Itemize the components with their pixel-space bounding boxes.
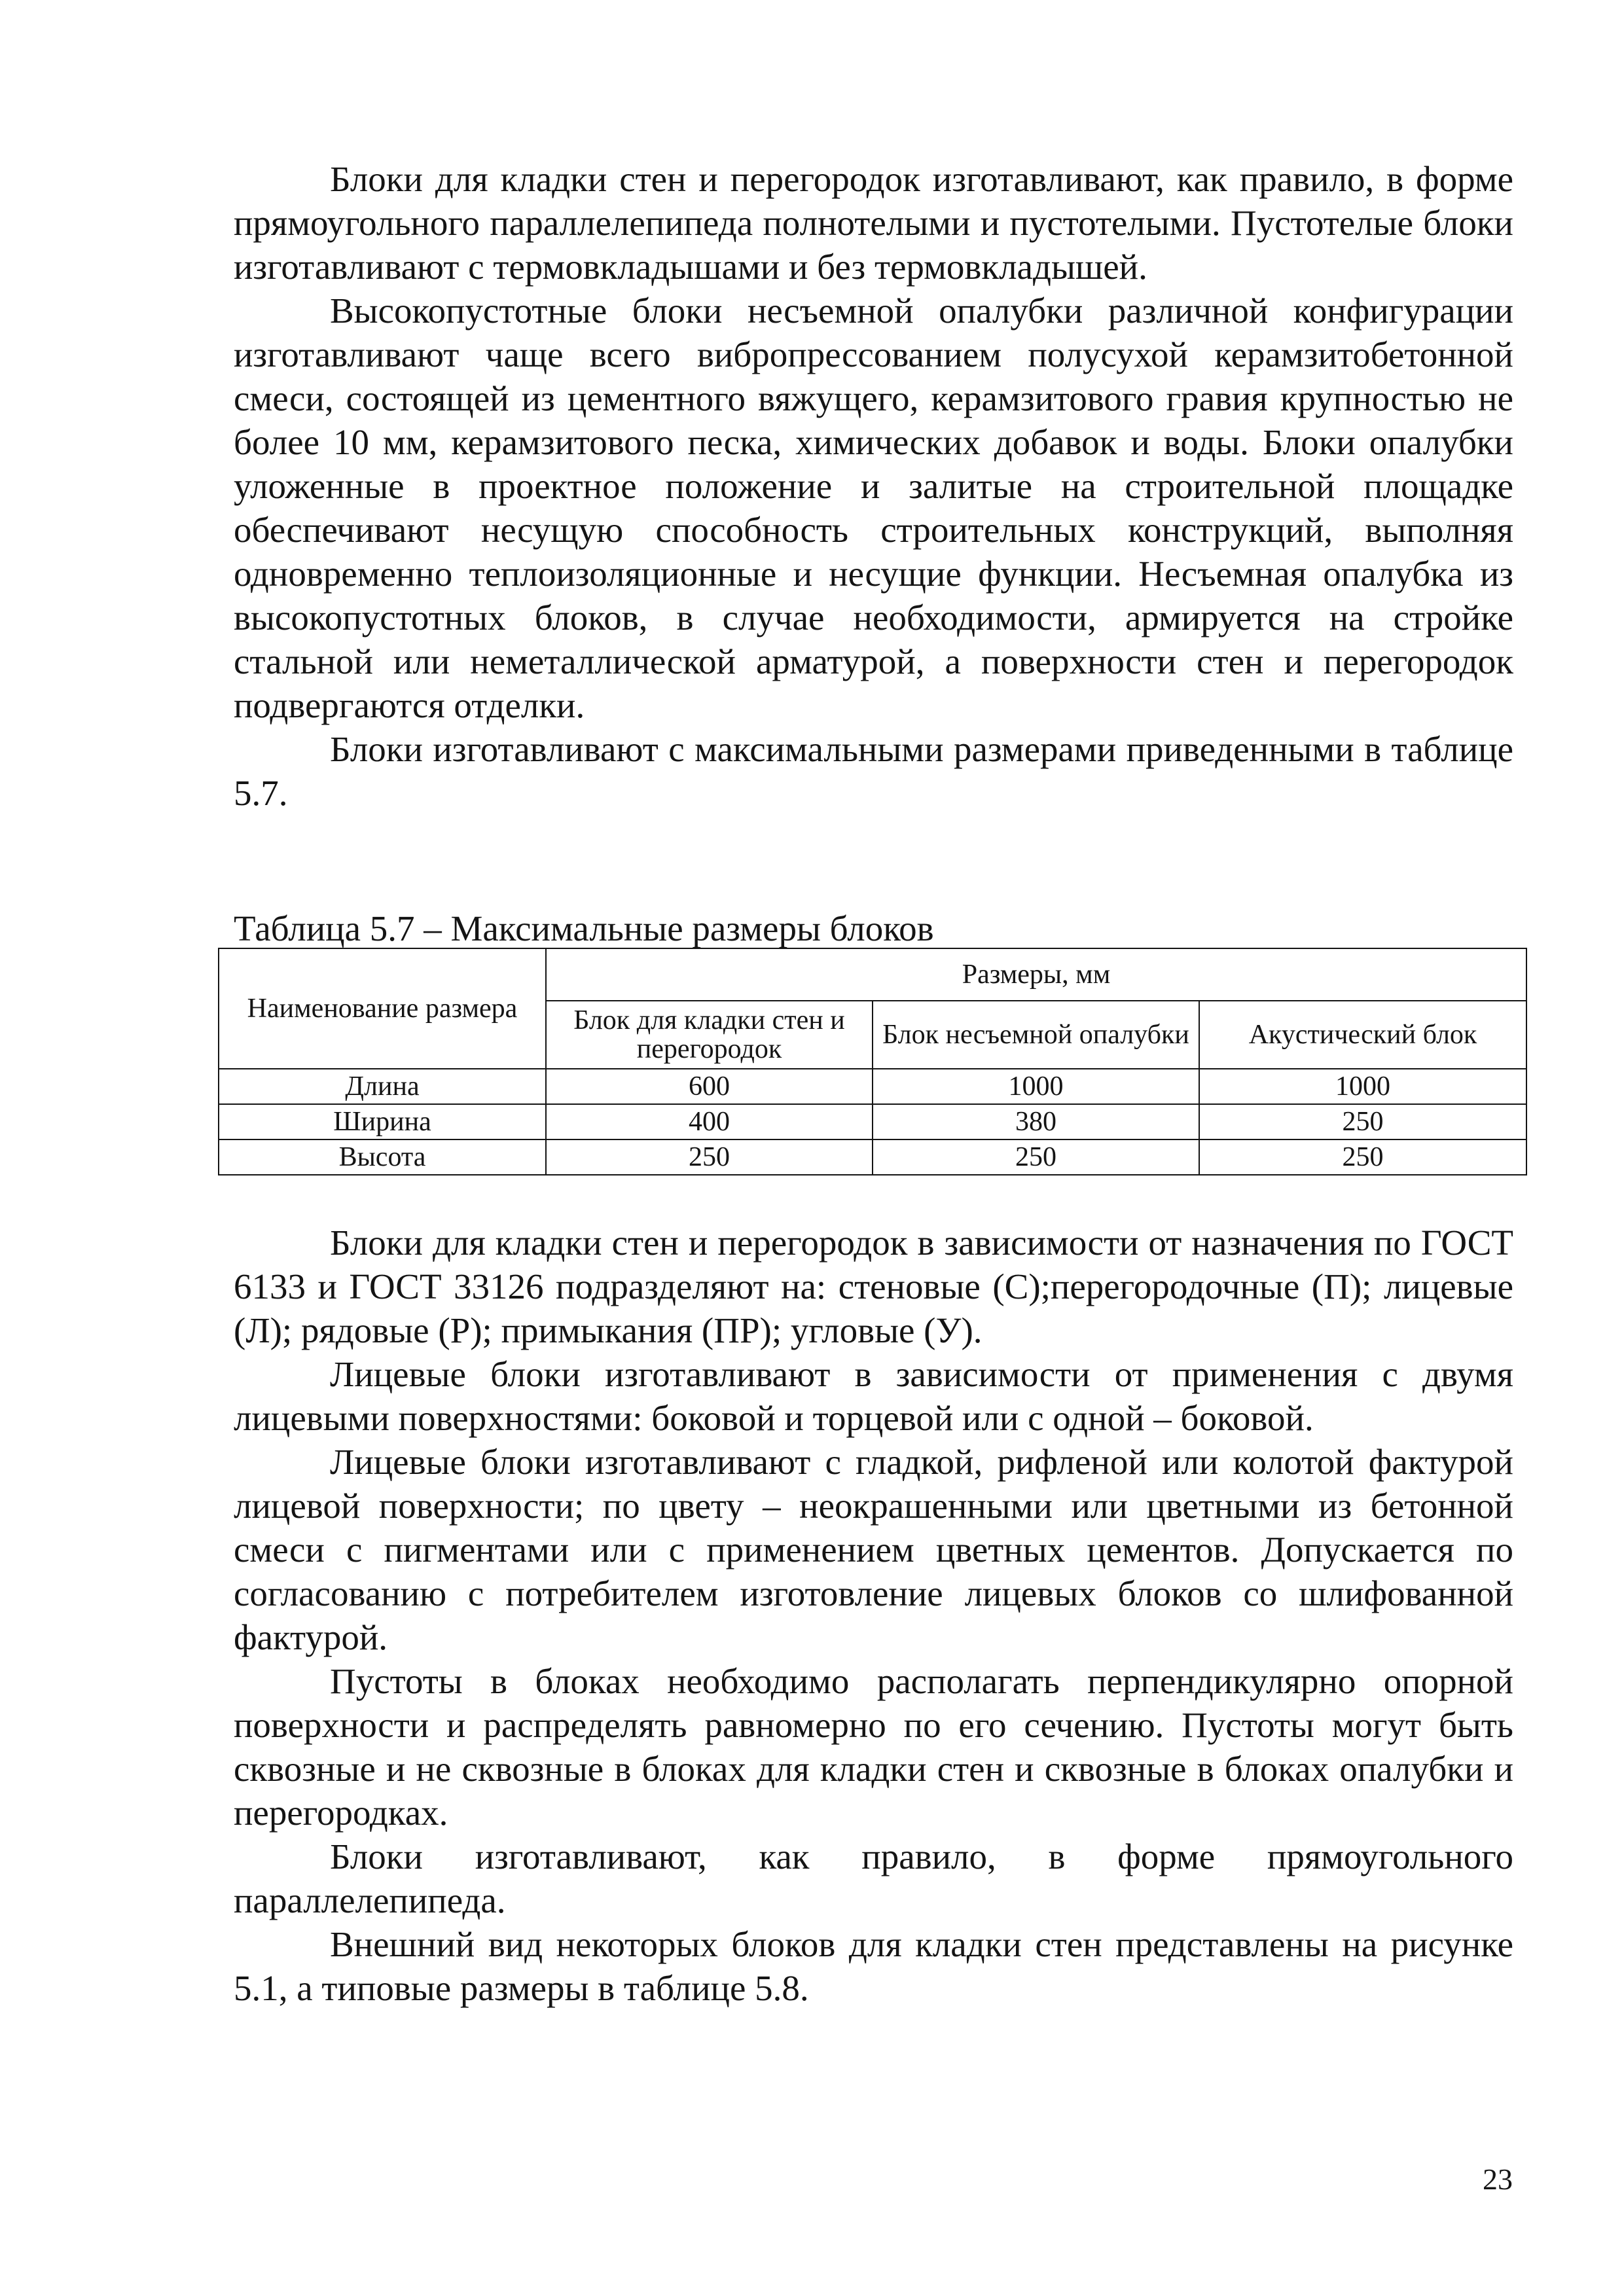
row-name-cell: Высота [219, 1139, 546, 1175]
paragraph: Лицевые блоки изготавливают в зависимости от применения с двумя лицевыми поверхностями: боковой и торцевой или с одной – боковой. [234, 1354, 1513, 1438]
header-cell-group: Размеры, мм [546, 948, 1526, 1001]
value-cell: 1000 [1199, 1069, 1526, 1104]
bottom-text-block [234, 1221, 1513, 2010]
paragraph: Блоки для кладки стен и перегородок в зависимости от назначения по ГОСТ 6133 и ГОСТ 33126 подразделяют на: стеновые (С);перегородочные (П); лицевые (Л); рядовые (Р); примыкания (ПР); угловые (У). [234, 1223, 1513, 1350]
paragraph: Внешний вид некоторых блоков для кладки стен представлены на рисунке 5.1, а типовые размеры в таблице 5.8. [234, 1924, 1513, 2008]
header-cell-column: Блок для кладки стен и перегородок [546, 1001, 873, 1069]
table-row [219, 1069, 1526, 1104]
value-cell: 380 [873, 1104, 1199, 1139]
value-cell: 250 [546, 1139, 873, 1175]
table-row [219, 1104, 1526, 1139]
table-row [219, 1139, 1526, 1175]
sizes-table [218, 948, 1527, 1175]
paragraph: Блоки изготавливают с максимальными размерами приведенными в таблице 5.7. [234, 729, 1513, 813]
value-cell: 250 [1199, 1104, 1526, 1139]
header-cell-name: Наименование размера [219, 948, 546, 1069]
paragraph: Блоки изготавливают, как правило, в форме прямоугольного параллелепипеда. [234, 1837, 1513, 1920]
value-cell: 250 [1199, 1139, 1526, 1175]
top-text-block [234, 157, 1513, 815]
page-number: 23 [1483, 2162, 1513, 2196]
paragraph: Блоки для кладки стен и перегородок изготавливают, как правило, в форме прямоугольного параллелепипеда полнотелыми и пустотелыми. Пустотелые блоки изготавливают с термовкладышами и без термовкладышей. [234, 159, 1513, 287]
value-cell: 600 [546, 1069, 873, 1104]
row-name-cell: Длина [219, 1069, 546, 1104]
paragraph: Лицевые блоки изготавливают с гладкой, рифленой или колотой фактурой лицевой поверхности; по цвету – неокрашенными или цветными из бетонной смеси с пигментами или с применением цветных цементов. Допускается по согласованию с потребителем изготовление лицевых блоков со шлифованной фактурой. [234, 1442, 1513, 1657]
value-cell: 250 [873, 1139, 1199, 1175]
value-cell: 1000 [873, 1069, 1199, 1104]
header-cell-column: Акустический блок [1199, 1001, 1526, 1069]
value-cell: 400 [546, 1104, 873, 1139]
header-cell-column: Блок несъемной опалубки [873, 1001, 1199, 1069]
table-caption: Таблица 5.7 – Максимальные размеры блоков [234, 908, 934, 948]
paragraph: Высокопустотные блоки несъемной опалубки различной конфигурации изготавливают чаще всего вибропрессованием полусухой керамзитобетонной смеси, состоящей из цементного вяжущего, керамзитового гравия крупностью не более 10 мм, керамзитового песка, химических добавок и воды. Блоки опалубки уложенные в проектное положение и залитые на строительной площадке обеспечивают несущую способность строительных конструкций, выполняя одновременно теплоизоляционные и несущие функции. Несъемная опалубка из высокопустотных блоков, в случае необходимости, армируется на стройке стальной или неметаллической арматурой, а поверхности стен и перегородок подвергаются отделки. [234, 291, 1513, 725]
table-header-row [219, 948, 1526, 1001]
paragraph: Пустоты в блоках необходимо располагать перпендикулярно опорной поверхности и распределять равномерно по его сечению. Пустоты могут быть сквозные и не сквозные в блоках для кладки стен и сквозные в блоках опалубки и перегородках. [234, 1661, 1513, 1833]
row-name-cell: Ширина [219, 1104, 546, 1139]
